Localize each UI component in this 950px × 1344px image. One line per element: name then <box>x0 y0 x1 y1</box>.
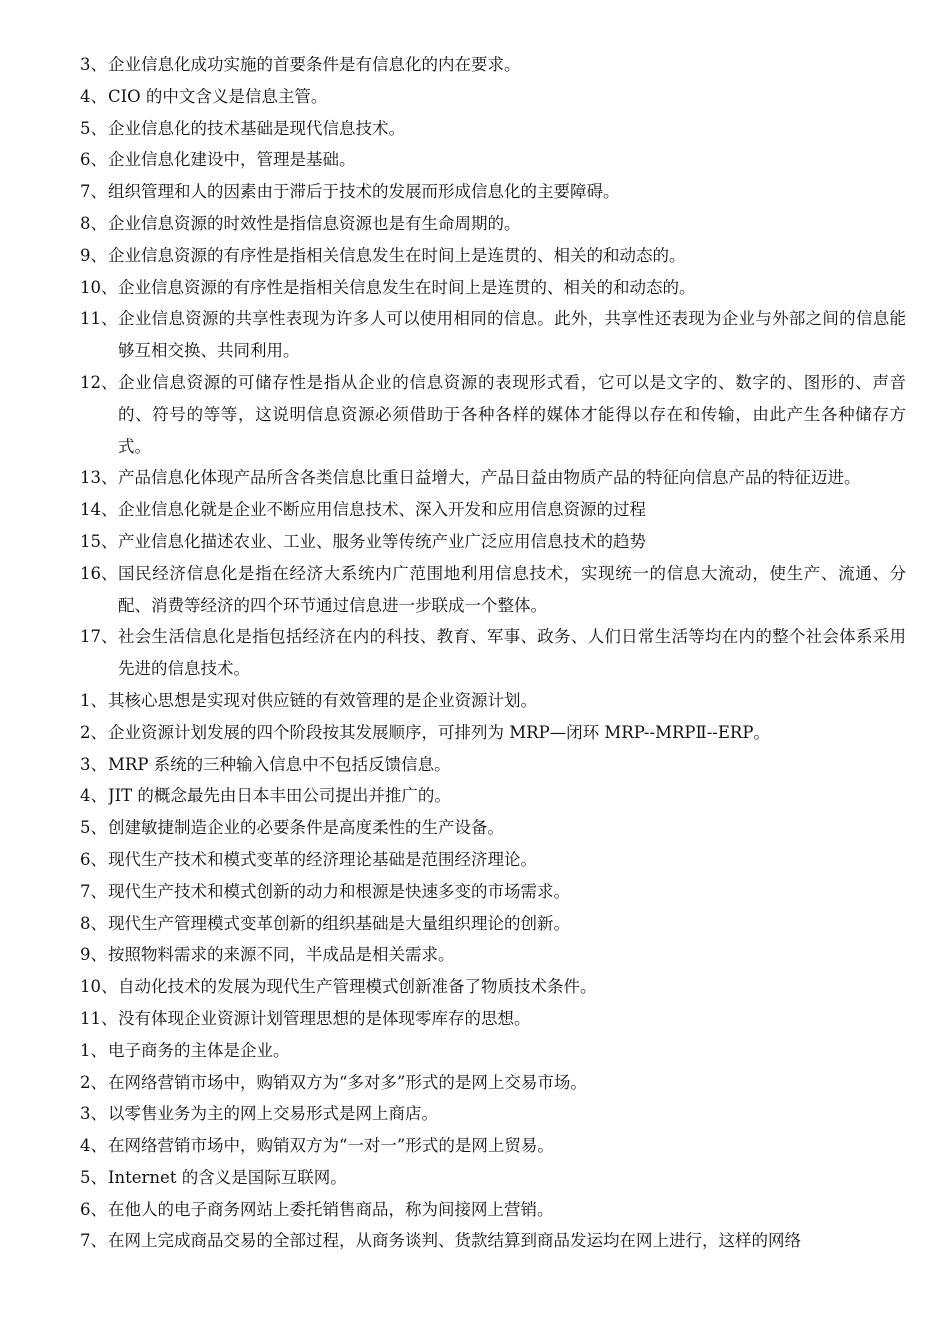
item-text: 在他人的电子商务网站上委托销售商品，称为间接网上营销。 <box>108 1199 554 1219</box>
item-number: 10、 <box>80 977 118 997</box>
item-number: 11、 <box>80 1008 118 1028</box>
list-item <box>80 780 906 812</box>
list-item <box>80 1035 906 1067</box>
item-text: 创建敏捷制造企业的必要条件是高度柔性的生产设备。 <box>108 818 504 838</box>
item-text: 企业信息资源的可储存性是指从企业的信息资源的表现形式看，它可以是文字的、数字的、图形的、声音的、符号的等等，这说明信息资源必须借助于各种各样的媒体才能得以存在和传输，由此产生各种储存方式。 <box>118 372 906 456</box>
list-item <box>80 272 906 304</box>
list-item <box>80 1130 906 1162</box>
item-number: 6、 <box>80 849 107 869</box>
list-item <box>80 685 906 717</box>
list-item <box>80 1067 906 1099</box>
item-number: 16、 <box>80 563 118 583</box>
item-number: 12、 <box>80 372 118 392</box>
item-number: 1、 <box>80 690 107 710</box>
list-item <box>80 526 906 558</box>
item-number: 17、 <box>80 627 118 647</box>
item-text: 企业信息资源的有序性是指相关信息发生在时间上是连贯的、相关的和动态的。 <box>108 245 686 265</box>
list-item <box>80 208 906 240</box>
item-text: 企业信息资源的有序性是指相关信息发生在时间上是连贯的、相关的和动态的。 <box>118 277 696 297</box>
list-item <box>80 176 906 208</box>
item-number: 3、 <box>80 754 107 774</box>
item-number: 5、 <box>80 818 107 838</box>
item-text: 企业信息资源的共享性表现为许多人可以使用相同的信息。此外，共享性还表现为企业与外部之间的信息能够互相交换、共同利用。 <box>118 309 906 361</box>
item-number: 9、 <box>80 945 107 965</box>
item-text: 社会生活信息化是指包括经济在内的科技、教育、军事、政务、人们日常生活等均在内的整个社会体系采用先进的信息技术。 <box>118 627 906 679</box>
item-text: 组织管理和人的因素由于滞后于技术的发展而形成信息化的主要障碍。 <box>108 182 620 202</box>
item-number: 5、 <box>80 1167 107 1187</box>
list-item <box>80 49 906 81</box>
list-item <box>80 494 906 526</box>
list-item <box>80 1225 906 1257</box>
list-item <box>80 717 906 749</box>
item-number: 10、 <box>80 277 118 297</box>
item-number: 6、 <box>80 150 107 170</box>
item-number: 7、 <box>80 1231 107 1251</box>
item-text: 企业信息资源的时效性是指信息资源也是有生命周期的。 <box>108 213 521 233</box>
list-item <box>80 812 906 844</box>
item-text: Internet 的含义是国际互联网。 <box>108 1167 347 1187</box>
item-number: 2、 <box>80 722 107 742</box>
list-item <box>80 1003 906 1035</box>
item-number: 8、 <box>80 213 107 233</box>
item-number: 13、 <box>80 468 118 488</box>
list-item <box>80 844 906 876</box>
item-text: 在网络营销市场中，购销双方为“一对一”形式的是网上贸易。 <box>108 1136 554 1156</box>
list-item <box>80 908 906 940</box>
list-item <box>80 1194 906 1226</box>
item-number: 4、 <box>80 86 107 106</box>
item-text: 产业信息化描述农业、工业、服务业等传统产业广泛应用信息技术的趋势 <box>118 531 646 551</box>
item-text: CIO 的中文含义是信息主管。 <box>108 86 328 106</box>
item-text: 国民经济信息化是指在经济大系统内广范围地利用信息技术，实现统一的信息大流动，使生产、流通、分配、消费等经济的四个环节通过信息进一步联成一个整体。 <box>118 563 906 615</box>
item-text: 在网上完成商品交易的全部过程，从商务谈判、货款结算到商品发运均在网上进行，这样的网络 <box>108 1231 801 1251</box>
item-text: 企业信息化建设中，管理是基础。 <box>108 150 356 170</box>
list-item <box>80 1162 906 1194</box>
list-item <box>80 558 906 622</box>
item-number: 1、 <box>80 1040 107 1060</box>
list-item <box>80 749 906 781</box>
item-number: 9、 <box>80 245 107 265</box>
item-text: 其核心思想是实现对供应链的有效管理的是企业资源计划。 <box>108 690 537 710</box>
item-number: 8、 <box>80 913 107 933</box>
list-item <box>80 462 906 494</box>
item-text: 企业信息化的技术基础是现代信息技术。 <box>108 118 405 138</box>
item-text: 以零售业务为主的网上交易形式是网上商店。 <box>108 1104 438 1124</box>
item-number: 15、 <box>80 531 118 551</box>
item-text: 电子商务的主体是企业。 <box>108 1040 290 1060</box>
item-number: 7、 <box>80 182 107 202</box>
item-text: 按照物料需求的来源不同，半成品是相关需求。 <box>108 945 455 965</box>
item-text: 现代生产技术和模式变革的经济理论基础是范围经济理论。 <box>108 849 537 869</box>
item-text: 企业资源计划发展的四个阶段按其发展顺序，可排列为 MRP—闭环 MRP--MRPⅡ--ERP。 <box>108 722 770 742</box>
list-item <box>80 1098 906 1130</box>
item-text: 现代生产管理模式变革创新的组织基础是大量组织理论的创新。 <box>108 913 570 933</box>
item-text: 产品信息化体现产品所含各类信息比重日益增大，产品日益由物质产品的特征向信息产品的特征迈进。 <box>118 468 861 488</box>
item-number: 2、 <box>80 1072 107 1092</box>
list-item <box>80 971 906 1003</box>
item-number: 5、 <box>80 118 107 138</box>
item-number: 4、 <box>80 1136 107 1156</box>
item-number: 7、 <box>80 881 107 901</box>
list-item <box>80 367 906 462</box>
list-item <box>80 81 906 113</box>
item-number: 6、 <box>80 1199 107 1219</box>
statement-list <box>80 49 906 1257</box>
item-text: JIT 的概念最先由日本丰田公司提出并推广的。 <box>108 786 451 806</box>
list-item <box>80 876 906 908</box>
item-text: 没有体现企业资源计划管理思想的是体现零库存的思想。 <box>118 1008 531 1028</box>
item-number: 11、 <box>80 309 118 329</box>
list-item <box>80 144 906 176</box>
item-number: 3、 <box>80 55 107 74</box>
item-text: 现代生产技术和模式创新的动力和根源是快速多变的市场需求。 <box>108 881 570 901</box>
list-item <box>80 113 906 145</box>
item-text: 在网络营销市场中，购销双方为“多对多”形式的是网上交易市场。 <box>108 1072 587 1092</box>
item-number: 14、 <box>80 500 118 520</box>
item-text: 自动化技术的发展为现代生产管理模式创新准备了物质技术条件。 <box>118 977 597 997</box>
list-item <box>80 303 906 367</box>
item-text: 企业信息化成功实施的首要条件是有信息化的内在要求。 <box>108 55 521 74</box>
item-text: MRP 系统的三种输入信息中不包括反馈信息。 <box>108 754 451 774</box>
list-item <box>80 621 906 685</box>
list-item <box>80 939 906 971</box>
item-number: 4、 <box>80 786 107 806</box>
list-item <box>80 240 906 272</box>
item-text: 企业信息化就是企业不断应用信息技术、深入开发和应用信息资源的过程 <box>118 500 646 520</box>
item-number: 3、 <box>80 1104 107 1124</box>
